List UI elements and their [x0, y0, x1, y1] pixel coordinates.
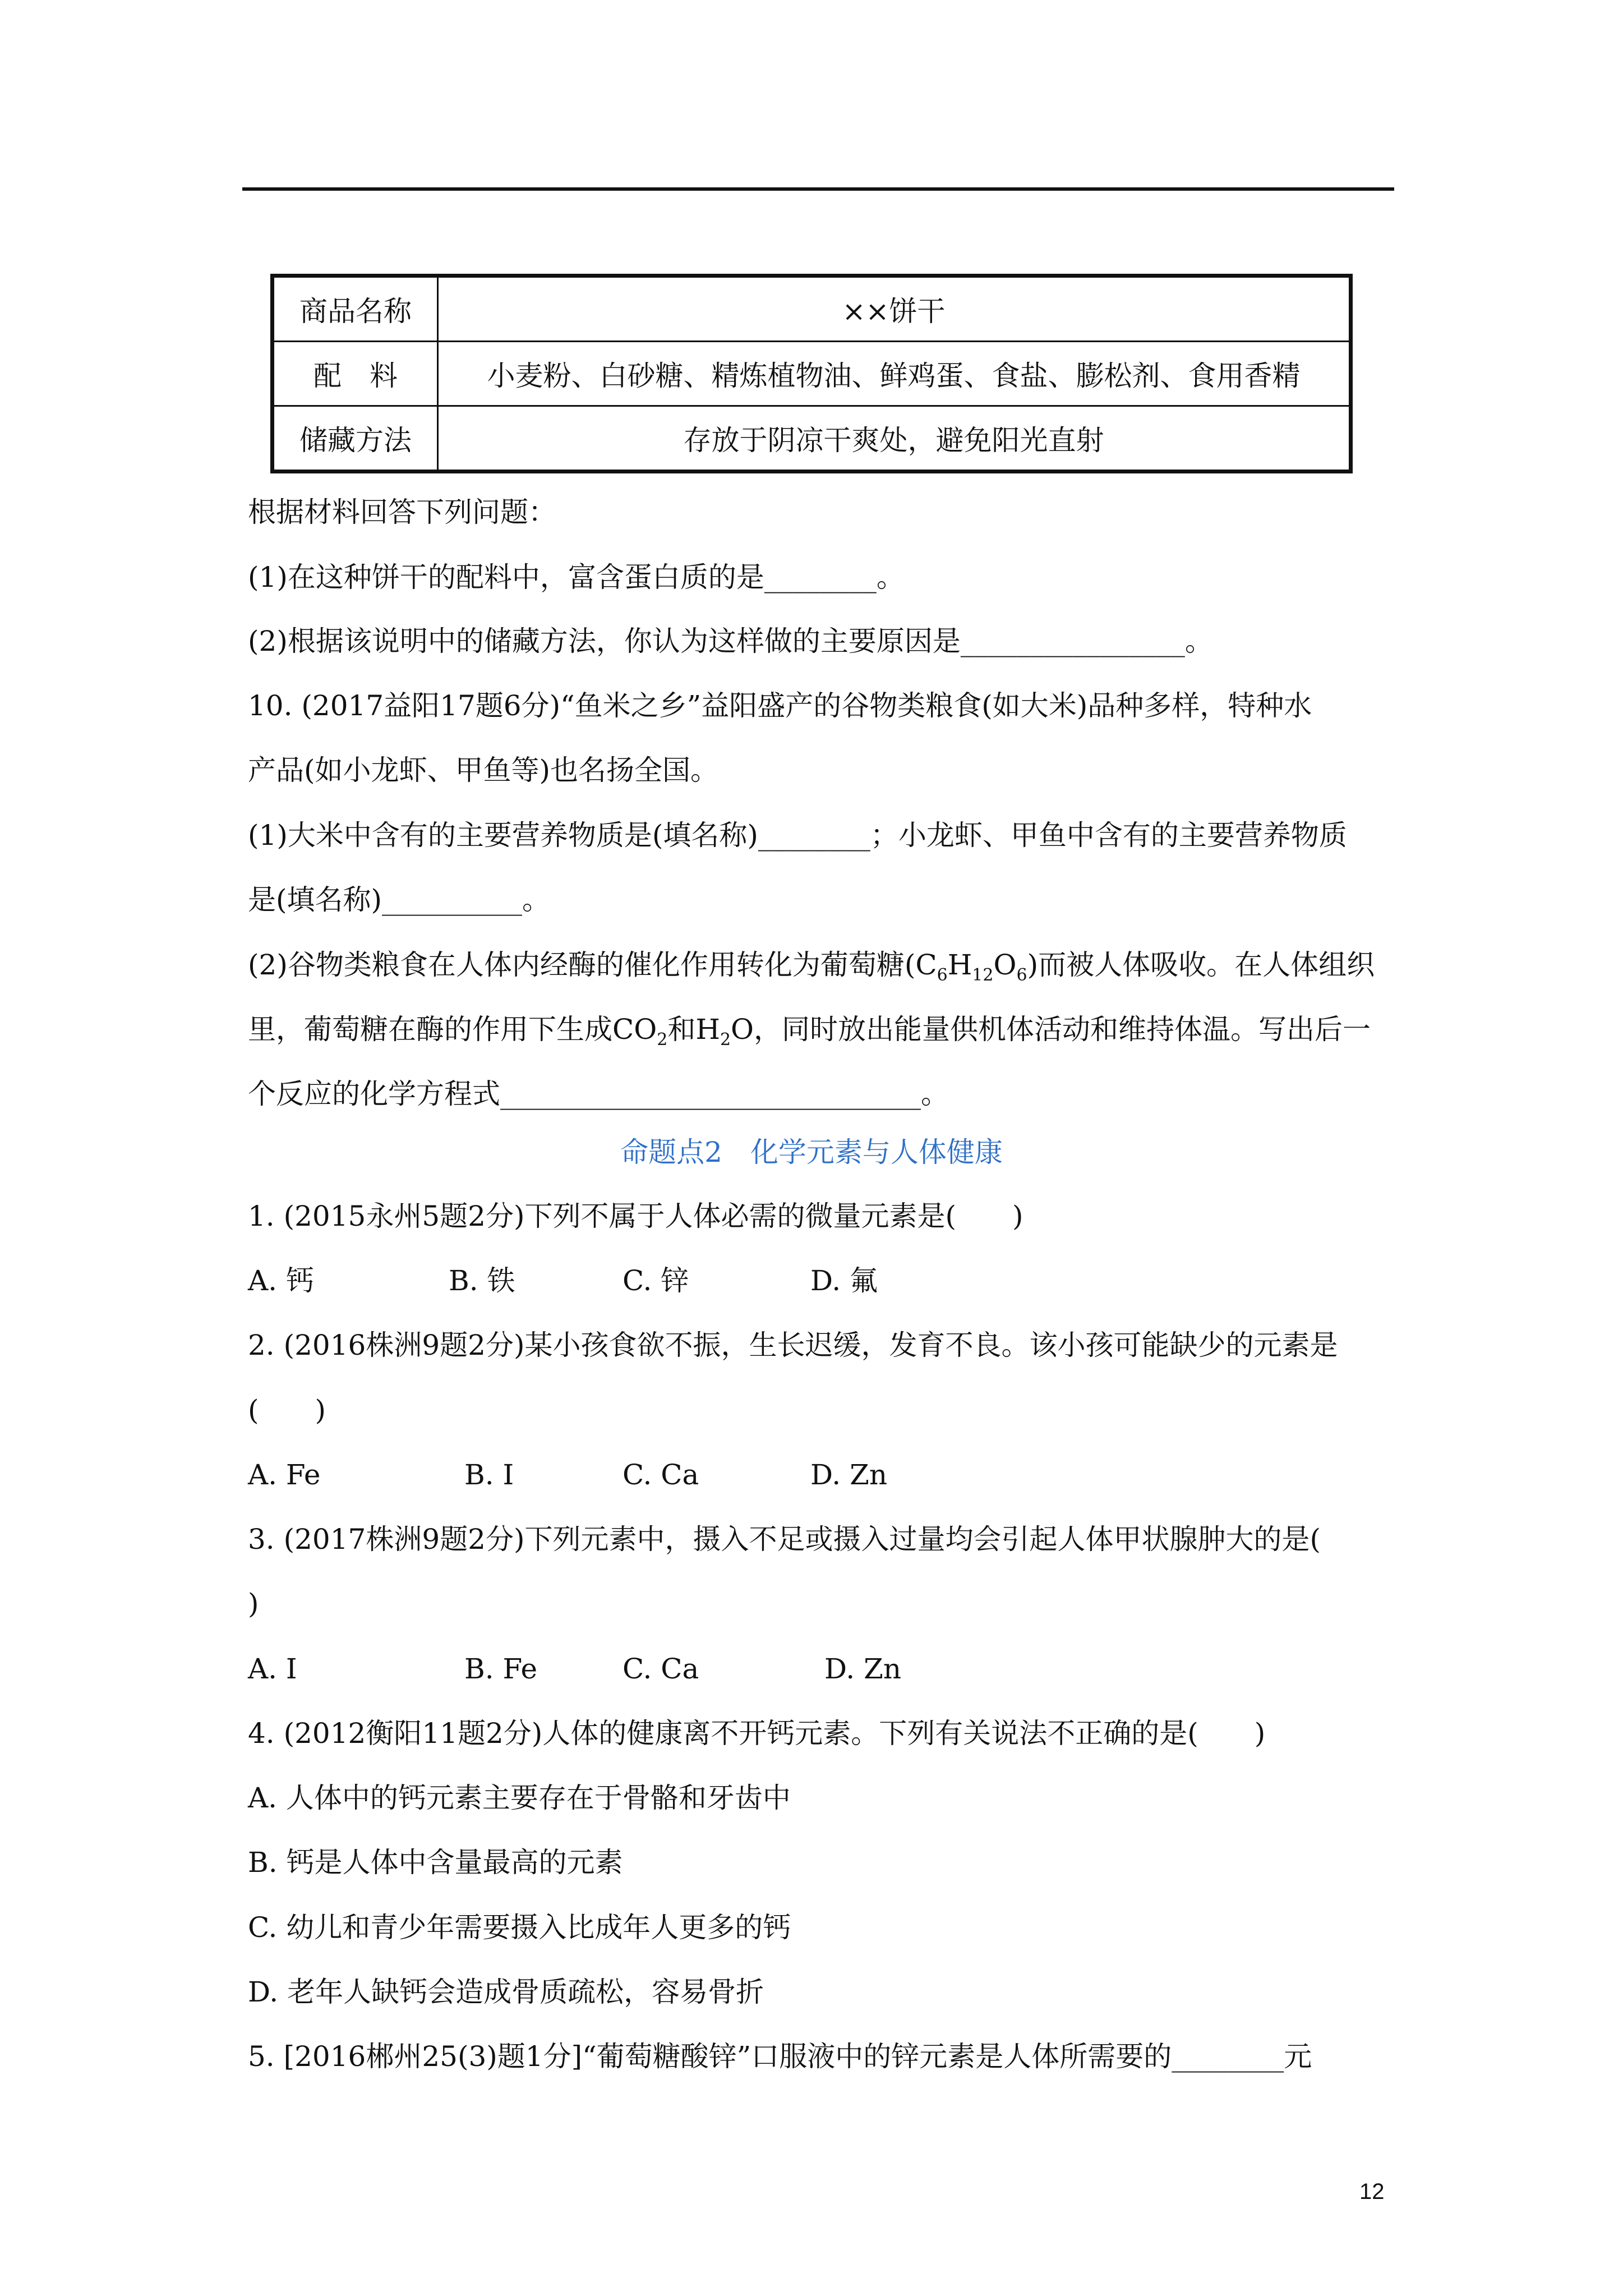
option-c: C. Ca [623, 1653, 699, 1685]
question-10-2 [248, 951, 1375, 984]
page-number: 12 [1359, 2179, 1385, 2204]
option-c: C. Ca [623, 1458, 699, 1491]
option-a: A. 人体中的钙元素主要存在于骨骼和牙齿中 [248, 1782, 791, 1814]
option-b: B. I [464, 1458, 514, 1491]
intro-text: 根据材料回答下列问题： [248, 496, 556, 528]
question-10-2-cont2: 个反应的化学方程式______________________________。 [248, 1078, 949, 1110]
question-3: 3. (2017株洲9题2分)下列元素中，摄入不足或摄入过量均会引起人体甲状腺肿大的是( [248, 1523, 1321, 1556]
subscript: 6 [937, 965, 948, 985]
question-10-1-cont: 是(填名称)__________。 [248, 884, 551, 916]
question-5: 5. [2016郴州25(3)题1分]“葡萄糖酸锌”口服液中的锌元素是人体所需要的________元 [248, 2040, 1312, 2073]
table-cell-key: 储藏方法 [273, 406, 438, 472]
table-row [273, 276, 1351, 342]
text: 里，葡萄糖在酶的作用下生成CO [248, 1013, 657, 1046]
header-rule [242, 187, 1394, 191]
question-10-2-cont [248, 1015, 1371, 1048]
table-row [273, 342, 1351, 406]
option-b: B. 钙是人体中含量最高的元素 [248, 1846, 623, 1879]
product-info-table [270, 274, 1353, 473]
question-2: 2. (2016株洲9题2分)某小孩食欲不振，生长迟缓，发育不良。该小孩可能缺少的元素是 [248, 1329, 1338, 1361]
option-d: D. Zn [824, 1653, 902, 1685]
subscript: 2 [720, 1030, 731, 1050]
option-d: D. 氟 [810, 1264, 878, 1297]
section-title: 命题点2 化学元素与人体健康 [620, 1136, 1003, 1168]
subscript: 12 [972, 965, 994, 985]
option-b: B. 铁 [449, 1264, 515, 1297]
option-b: B. Fe [464, 1653, 538, 1685]
option-a: A. Fe [248, 1458, 321, 1491]
question-10-stem: 10. (2017益阳17题6分)“鱼米之乡”益阳盛产的谷物类粮食(如大米)品种多样，特种水 [248, 689, 1312, 722]
text: H [947, 949, 972, 981]
table-cell-value: ××饼干 [438, 276, 1351, 342]
table-cell-key: 商品名称 [273, 276, 438, 342]
text: O，同时放出能量供机体活动和维持体温。写出后一 [731, 1013, 1371, 1046]
option-d: D. Zn [810, 1458, 888, 1491]
table-row [273, 406, 1351, 472]
option-a: A. 钙 [248, 1264, 314, 1297]
question-9-2: (2)根据该说明中的储藏方法，你认为这样做的主要原因是________________。 [248, 625, 1213, 657]
text: O [993, 949, 1017, 981]
option-a: A. I [248, 1653, 297, 1685]
question-1: 1. (2015永州5题2分)下列不属于人体必需的微量元素是( ) [248, 1200, 1023, 1232]
subscript: 6 [1016, 965, 1027, 985]
question-10-stem-cont: 产品(如小龙虾、甲鱼等)也名扬全国。 [248, 754, 719, 786]
subscript: 2 [657, 1030, 668, 1050]
question-3-cont: ) [248, 1588, 259, 1620]
text: (2)谷物类粮食在人体内经酶的催化作用转化为葡萄糖(C [248, 949, 937, 981]
question-10-1: (1)大米中含有的主要营养物质是(填名称)________；小龙虾、甲鱼中含有的主要营养物质 [248, 819, 1347, 852]
option-c: C. 幼儿和青少年需要摄入比成年人更多的钙 [248, 1911, 791, 1944]
table-cell-value: 存放于阴凉干爽处，避免阳光直射 [438, 406, 1351, 472]
table-cell-key: 配 料 [273, 342, 438, 406]
text: )而被人体吸收。在人体组织 [1027, 949, 1375, 981]
question-4: 4. (2012衡阳11题2分)人体的健康离不开钙元素。下列有关说法不正确的是( ) [248, 1717, 1266, 1750]
option-d: D. 老年人缺钙会造成骨质疏松，容易骨折 [248, 1976, 764, 2008]
question-2-cont: ( ) [248, 1394, 326, 1427]
option-c: C. 锌 [623, 1264, 689, 1297]
table-cell-value: 小麦粉、白砂糖、精炼植物油、鲜鸡蛋、食盐、膨松剂、食用香精 [438, 342, 1351, 406]
text: 和H [667, 1013, 720, 1046]
question-9-1: (1)在这种饼干的配料中，富含蛋白质的是________。 [248, 561, 905, 593]
